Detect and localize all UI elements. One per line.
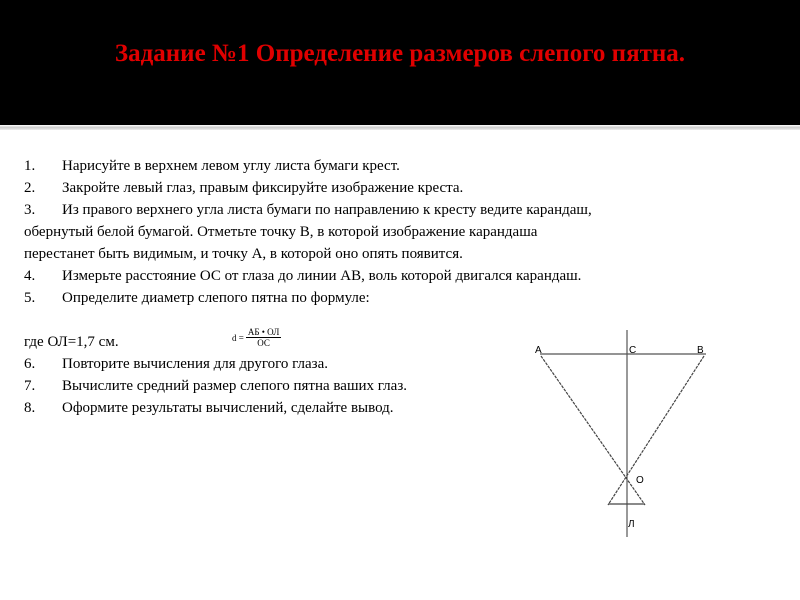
item-text: Вычислите средний размер слепого пятна ваших глаз. (62, 378, 407, 394)
formula-denominator: ОС (257, 338, 270, 348)
label-o: О (636, 475, 644, 486)
item-text: обернутый белой бумагой. Отметьте точку В, в которой изображение карандаша (24, 224, 538, 240)
item-text: Закройте левый глаз, правым фиксируйте изображение креста. (62, 180, 464, 196)
label-b: В (697, 345, 704, 356)
item-text: где ОЛ=1,7 см. (24, 334, 119, 350)
item-text: Определите диаметр слепого пятна по формуле: (62, 290, 370, 306)
item-number: 5. (24, 290, 36, 306)
item-number: 6. (24, 356, 36, 372)
item-text: Измерьте расстояние ОС от глаза до линии АВ, воль которой двигался карандаш. (62, 268, 582, 284)
label-l: Л (628, 519, 635, 530)
item-text: Оформите результаты вычислений, сделайте вывод. (62, 400, 394, 416)
ray-a (541, 356, 645, 505)
item-number: 3. (24, 202, 36, 218)
ray-b (608, 356, 704, 505)
item-number: 1. (24, 158, 36, 174)
label-c: С (629, 345, 637, 356)
item-text: Повторите вычисления для другого глаза. (62, 356, 329, 372)
formula-lhs: d = (232, 332, 244, 343)
item-text: перестанет быть видимым, и точку А, в которой оно опять появится. (24, 246, 463, 262)
label-a: А (535, 345, 542, 356)
item-text: Из правого верхнего угла листа бумаги по направлению к кресту ведите карандаш, (62, 202, 592, 218)
item-number: 8. (24, 400, 36, 416)
item-number: 2. (24, 180, 36, 196)
formula-numerator: АБ • ОЛ (247, 327, 280, 337)
item-number: 4. (24, 268, 36, 284)
slide-title: Задание №1 Определение размеров слепого пятна. (114, 40, 686, 67)
item-number: 7. (24, 378, 36, 394)
item-text: Нарисуйте в верхнем левом углу листа бумаги крест. (62, 158, 400, 174)
